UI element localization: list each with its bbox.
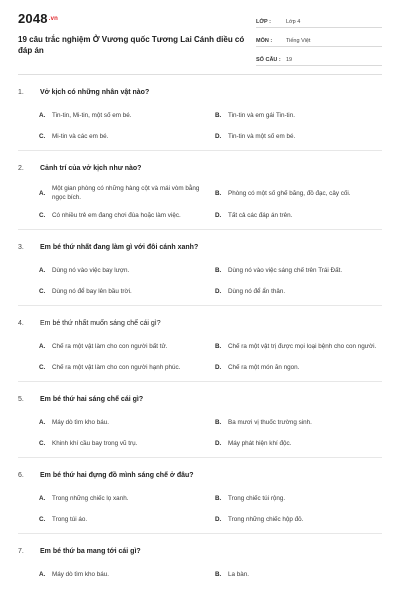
meta-key: SỐ CÂU : xyxy=(256,57,281,63)
option-letter: A. xyxy=(39,571,46,578)
option-letter: B. xyxy=(215,571,222,578)
answer-option[interactable] xyxy=(215,436,385,451)
answer-option[interactable] xyxy=(215,567,385,582)
option-text: Máy dò tìm kho báu. xyxy=(52,571,110,578)
question-item xyxy=(18,382,382,458)
meta-key: MÔN : xyxy=(256,38,273,44)
question-text xyxy=(18,382,382,415)
question-label: Em bé thứ nhất muốn sáng chế cái gì? xyxy=(40,320,161,327)
answer-option[interactable] xyxy=(215,184,385,202)
question-item xyxy=(18,230,382,306)
question-text xyxy=(18,534,382,567)
meta-row xyxy=(256,12,382,28)
option-letter: A. xyxy=(39,419,46,426)
option-letter: A. xyxy=(39,189,46,197)
option-letter: B. xyxy=(215,495,222,502)
question-list xyxy=(18,75,382,582)
option-letter: B. xyxy=(215,343,222,350)
option-text: Trong túi áo. xyxy=(52,516,88,523)
option-text: Ba mươi vị thuốc trường sinh. xyxy=(228,419,312,426)
option-text: Mi-tin và các em bé. xyxy=(52,133,109,140)
meta-value: Tiếng Việt xyxy=(286,38,311,44)
option-text: Dùng nó vào việc sáng chế trên Trái Đất. xyxy=(228,267,343,274)
question-number: 1. xyxy=(18,89,24,96)
option-text: Trong chiếc túi rộng. xyxy=(228,495,286,502)
question-item xyxy=(18,306,382,382)
option-text: Chế ra một vật làm cho con người bất tử. xyxy=(52,343,168,350)
answer-option[interactable] xyxy=(215,360,385,375)
question-item xyxy=(18,458,382,534)
answer-option[interactable] xyxy=(39,415,209,430)
answer-option[interactable] xyxy=(215,415,385,430)
question-number: 3. xyxy=(18,244,24,251)
option-letter: B. xyxy=(215,419,222,426)
option-text: Tin-tin và em gái Tin-tin. xyxy=(228,112,295,119)
question-label: Em bé thứ hai đựng đồ mình sáng chế ở đâu? xyxy=(40,472,194,479)
answer-option[interactable] xyxy=(215,512,385,527)
option-text: Dùng nó để bay lên bầu trời. xyxy=(52,288,132,295)
option-text: Phòng có một số ghế băng, đồ đạc, cây cối. xyxy=(228,189,351,197)
option-letter: D. xyxy=(215,440,222,447)
answer-option[interactable] xyxy=(39,208,209,223)
option-letter: B. xyxy=(215,189,222,197)
header-left xyxy=(18,10,250,56)
option-text: Dùng nó vào việc bay lượn. xyxy=(52,267,130,274)
option-text: Tin-tin và một số em bé. xyxy=(228,133,296,140)
question-number: 7. xyxy=(18,548,24,555)
meta-key: LỚP : xyxy=(256,19,271,25)
answer-option[interactable] xyxy=(39,339,209,354)
question-label: Em bé thứ nhất đang làm gì với đôi cánh xanh? xyxy=(40,244,199,251)
answer-option[interactable] xyxy=(39,512,209,527)
answer-option[interactable] xyxy=(39,263,209,278)
option-letter: C. xyxy=(39,364,46,371)
question-text xyxy=(18,458,382,491)
option-text: Máy dò tìm kho báu. xyxy=(52,419,110,426)
option-letter: A. xyxy=(39,343,46,350)
answer-option[interactable] xyxy=(39,284,209,299)
answer-options xyxy=(18,108,382,144)
option-letter: B. xyxy=(215,112,222,119)
answer-options xyxy=(18,339,382,375)
option-text: Tất cả các đáp án trên. xyxy=(228,212,293,219)
answer-options xyxy=(18,567,382,582)
option-text: Dùng nó để ẩn thân. xyxy=(228,288,286,295)
answer-option[interactable] xyxy=(215,129,385,144)
option-letter: C. xyxy=(39,212,46,219)
option-letter: A. xyxy=(39,495,46,502)
option-letter: C. xyxy=(39,288,46,295)
question-label: Cảnh trí của vở kịch như nào? xyxy=(40,165,142,172)
option-text: La bàn. xyxy=(228,571,250,578)
option-letter: D. xyxy=(215,364,222,371)
option-letter: A. xyxy=(39,112,46,119)
meta-value: 19 xyxy=(286,57,293,63)
question-number: 6. xyxy=(18,472,24,479)
option-text: Tin-tin, Mi-tin, một số em bé. xyxy=(52,112,132,119)
logo-main-text: 2048 xyxy=(18,11,48,26)
option-letter: C. xyxy=(39,440,46,447)
site-logo[interactable] xyxy=(18,12,250,26)
option-text: Chế ra một vật trị được mọi loại bệnh cho con người. xyxy=(228,343,377,350)
question-text xyxy=(18,75,382,108)
answer-option[interactable] xyxy=(39,567,209,582)
question-number: 4. xyxy=(18,320,24,327)
option-text: Trong những chiếc lọ xanh. xyxy=(52,495,129,502)
answer-options xyxy=(18,263,382,299)
answer-option[interactable] xyxy=(215,339,385,354)
question-label: Vở kịch có những nhân vật nào? xyxy=(40,89,150,96)
option-letter: D. xyxy=(215,288,222,295)
option-letter: C. xyxy=(39,133,46,140)
answer-option[interactable] xyxy=(39,129,209,144)
meta-row xyxy=(256,31,382,47)
answer-option[interactable] xyxy=(215,491,385,506)
answer-option[interactable] xyxy=(39,436,209,451)
question-label: Em bé thứ ba mang tới cái gì? xyxy=(40,548,141,555)
option-text: Có nhiều trẻ em đang chơi đùa hoặc làm việc. xyxy=(52,212,181,219)
option-text: Khinh khí cầu bay trong vũ trụ. xyxy=(52,440,138,447)
answer-options xyxy=(18,415,382,451)
option-letter: B. xyxy=(215,267,222,274)
option-letter: D. xyxy=(215,516,222,523)
answer-option[interactable] xyxy=(215,208,385,223)
answer-options xyxy=(18,184,382,223)
answer-option[interactable] xyxy=(39,184,209,202)
option-text: Một gian phòng có những hàng cột và mái vòm bằng ngọc bích. xyxy=(52,185,200,201)
answer-option[interactable] xyxy=(215,108,385,123)
option-letter: D. xyxy=(215,133,222,140)
meta-info xyxy=(256,12,382,69)
question-text xyxy=(18,151,382,184)
question-item xyxy=(18,75,382,151)
option-text: Chế ra một vật làm cho con người hạnh phúc. xyxy=(52,364,181,371)
answer-option[interactable] xyxy=(215,284,385,299)
question-item xyxy=(18,151,382,230)
question-number: 2. xyxy=(18,165,24,172)
meta-value: Lớp 4 xyxy=(286,19,301,25)
answer-option[interactable] xyxy=(39,108,209,123)
question-text xyxy=(18,230,382,263)
answer-option[interactable] xyxy=(215,263,385,278)
meta-row xyxy=(256,50,382,66)
option-text: Máy phát hiện khí độc. xyxy=(228,440,292,447)
answer-option[interactable] xyxy=(39,360,209,375)
option-letter: D. xyxy=(215,212,222,219)
question-text xyxy=(18,306,382,339)
option-text: Chế ra một món ăn ngon. xyxy=(228,364,300,371)
question-number: 5. xyxy=(18,396,24,403)
question-label: Em bé thứ hai sáng chế cái gì? xyxy=(40,396,144,403)
option-letter: C. xyxy=(39,516,46,523)
logo-suffix-text: .vn xyxy=(48,16,59,22)
answer-option[interactable] xyxy=(39,491,209,506)
option-text: Trong những chiếc hộp đỏ. xyxy=(228,516,304,523)
document-title: 19 câu trắc nghiệm Ở Vương quốc Tương Lai Cánh diều có đáp án xyxy=(18,35,245,55)
document-header xyxy=(18,10,382,72)
option-letter: A. xyxy=(39,267,46,274)
answer-options xyxy=(18,491,382,527)
question-item xyxy=(18,534,382,582)
